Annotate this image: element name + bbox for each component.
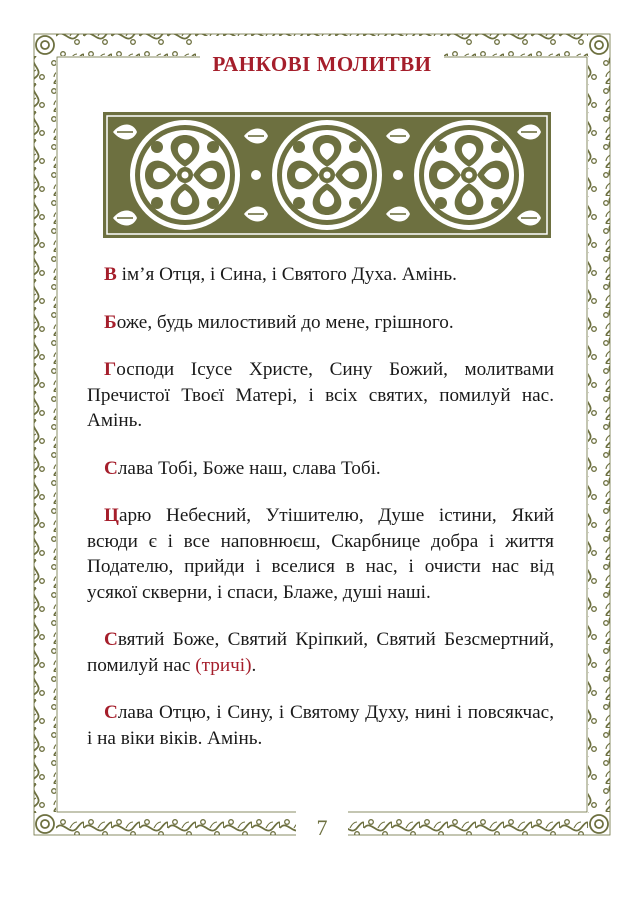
page-number: 7 xyxy=(316,815,328,840)
drop-initial: С xyxy=(104,457,118,479)
prayer-paragraph-5 xyxy=(87,503,554,605)
prayer-paragraph-7 xyxy=(87,700,554,751)
prayer-body: лава Тобі, Боже наш, слава Тобі. xyxy=(117,457,381,479)
prayer-paragraph-4 xyxy=(87,456,554,482)
prayer-paragraph-3 xyxy=(87,357,554,434)
drop-initial: С xyxy=(104,702,118,723)
drop-initial: В xyxy=(104,264,117,285)
rubric-note: (тричі) xyxy=(195,654,252,676)
prayer-body: оже, будь милостивий до мене, грішного. xyxy=(116,311,454,333)
prayer-body-end: . xyxy=(251,654,257,676)
prayer-body: арю Небесний, Утішителю, Душе істини, Який всюди є і все наповнюєш, Скарбнице добра і життя Подателю, прийди і вселися в нас, і очисти нас від усякої скверни, і спаси, Блаже, душі наші. xyxy=(87,505,554,603)
prayer-body: ім’я Отця, і Сина, і Святого Духа. Амінь. xyxy=(116,264,457,285)
byzantine-medallion-ornament xyxy=(103,112,551,238)
drop-initial: Г xyxy=(104,359,117,380)
prayer-paragraph-6 xyxy=(87,627,554,678)
page-title: РАНКОВІ МОЛИТВИ xyxy=(212,52,432,76)
prayer-body: лава Отцю, і Сину, і Святому Духу, нині і повсякчас, і на віки віків. Амінь. xyxy=(87,702,554,749)
prayer-body: осподи Ісусе Христе, Сину Божий, молитвами Пречистої Твоєї Матері, і всіх святих, помилуй нас. Амінь. xyxy=(87,359,554,431)
prayer-text xyxy=(87,262,554,773)
prayer-body: вятий Боже, Святий Кріпкий, Святий Безсмертний, помилуй нас xyxy=(87,629,554,676)
prayer-paragraph-2 xyxy=(87,310,554,336)
prayer-paragraph-1 xyxy=(87,262,554,288)
drop-initial: Ц xyxy=(104,505,119,526)
drop-initial: С xyxy=(104,629,118,650)
drop-initial: Б xyxy=(104,311,117,333)
